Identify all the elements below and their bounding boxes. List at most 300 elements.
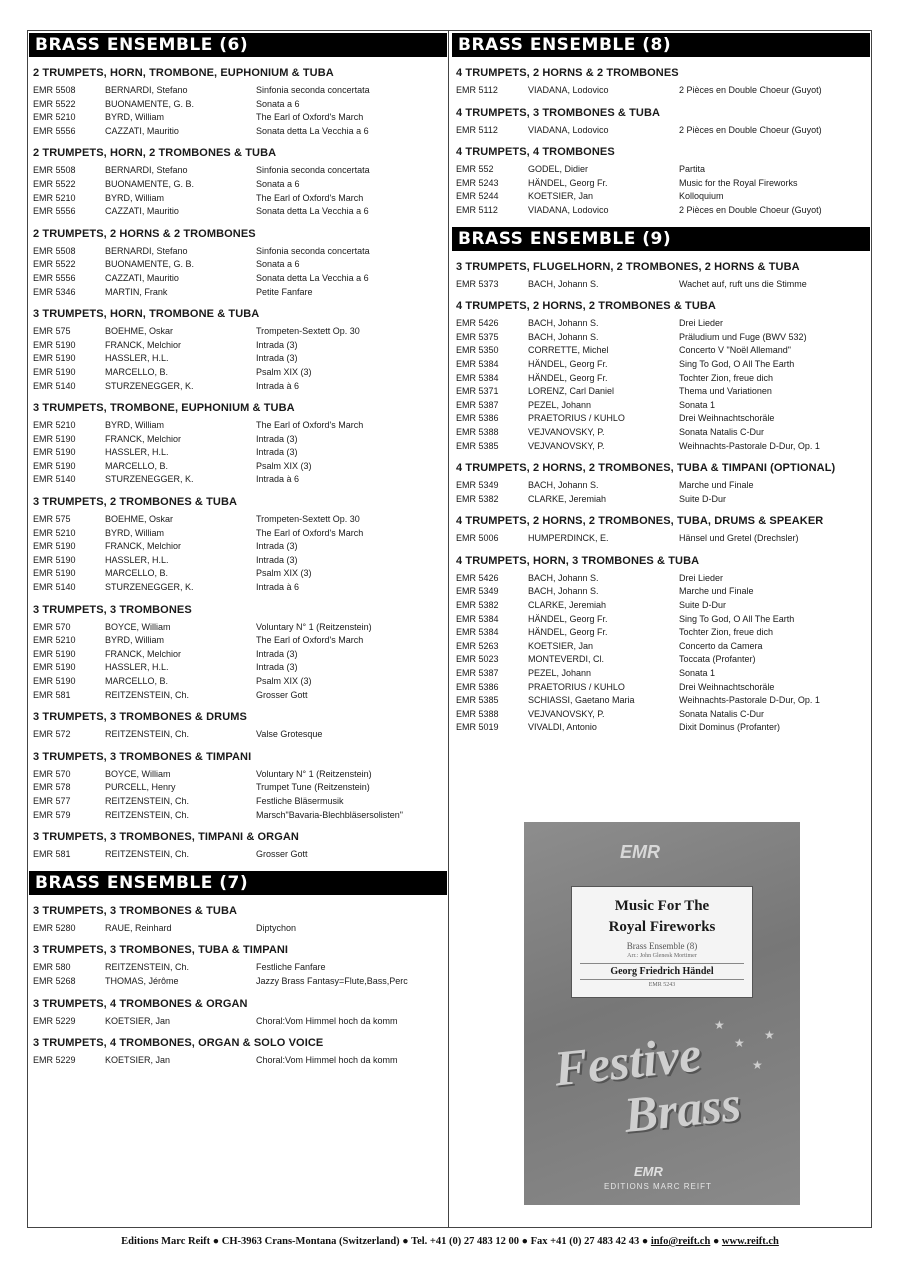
- work-title: Tochter Zion, freue dich: [679, 627, 774, 638]
- star-icon: ★: [752, 1058, 763, 1072]
- catalog-row: [452, 204, 870, 218]
- catalog-row: [452, 585, 870, 599]
- catalog-number: EMR 5508: [33, 245, 76, 256]
- catalog-number: EMR 5350: [456, 345, 499, 356]
- catalog-row: [29, 205, 447, 219]
- catalog-number: EMR 5375: [456, 331, 499, 342]
- work-title: Präludium und Fuge (BWV 532): [679, 331, 807, 342]
- catalog-number: EMR 5556: [33, 272, 76, 283]
- instrumentation-section: [29, 751, 447, 822]
- emr-logo-top: EMR: [620, 842, 660, 862]
- composer-name: MARCELLO, B.: [105, 568, 169, 579]
- work-title: 2 Pièces en Double Choeur (Guyot): [679, 85, 822, 95]
- catalog-number: EMR 5522: [33, 259, 76, 270]
- catalog-number: EMR 5190: [33, 676, 76, 686]
- catalog-number: EMR 5346: [33, 286, 76, 297]
- catalog-number: EMR 5229: [33, 1015, 76, 1026]
- cover-title-line2: Royal Fireworks: [608, 919, 716, 935]
- work-title: Petite Fanfare: [256, 286, 313, 297]
- catalog-number: EMR 5386: [456, 413, 499, 424]
- catalog-number: EMR 5190: [33, 662, 76, 673]
- instrumentation-section: [29, 944, 447, 988]
- section-banner: BRASS ENSEMBLE (7): [29, 871, 447, 895]
- composer-name: PEZEL, Johann: [528, 668, 592, 679]
- composer-name: BYRD, William: [105, 527, 165, 538]
- work-title: Thema und Variationen: [679, 386, 772, 397]
- section-banner: BRASS ENSEMBLE (9): [452, 227, 870, 251]
- instrumentation-title: 3 TRUMPETS, 3 TROMBONES: [33, 603, 192, 616]
- composer-name: SCHIASSI, Gaetano Maria: [528, 695, 635, 706]
- catalog-row: [452, 372, 870, 386]
- instrumentation-title: 2 TRUMPETS, 2 HORNS & 2 TROMBONES: [33, 227, 256, 240]
- composer-name: BACH, Johann S.: [528, 318, 599, 329]
- catalog-number: EMR 5556: [33, 125, 76, 136]
- catalog-number: EMR 5556: [33, 206, 76, 217]
- work-title: Intrada (3): [256, 662, 298, 673]
- instrumentation-section: [29, 711, 447, 742]
- catalog-row: [29, 366, 447, 380]
- work-title: Drei Lieder: [679, 318, 724, 329]
- catalog-row: [452, 331, 870, 345]
- catalog-row: [452, 278, 870, 292]
- instrumentation-title: 3 TRUMPETS, 2 TROMBONES & TUBA: [33, 496, 238, 509]
- catalog-row: [29, 675, 447, 689]
- composer-name: BACH, Johann S.: [528, 480, 599, 491]
- work-title: Sonata a 6: [256, 178, 300, 189]
- work-title: Sinfonia seconda concertata: [256, 85, 370, 95]
- work-title: Dixit Dominus (Profanter): [679, 722, 781, 733]
- catalog-number: EMR 5190: [33, 568, 76, 579]
- catalog-row: [29, 325, 447, 339]
- composer-name: STURZENEGGER, K.: [105, 380, 194, 391]
- section-banner: BRASS ENSEMBLE (8): [452, 33, 870, 57]
- catalog-number: EMR 570: [33, 621, 71, 632]
- catalog-number: EMR 5210: [33, 635, 76, 646]
- composer-name: PURCELL, Henry: [105, 782, 176, 793]
- catalog-number: EMR 5244: [456, 191, 499, 202]
- catalog-row: [452, 84, 870, 98]
- composer-name: VEJVANOVSKY, P.: [528, 426, 605, 437]
- work-title: Drei Weihnachtschoräle: [679, 413, 775, 424]
- left-column: [29, 33, 447, 1077]
- catalog-row: [452, 626, 870, 640]
- composer-name: FRANCK, Melchior: [105, 648, 182, 659]
- composer-name: BOYCE, William: [105, 621, 171, 632]
- catalog-row: [452, 317, 870, 331]
- composer-name: PRAETORIUS / KUHLO: [528, 681, 625, 692]
- catalog-number: EMR 5019: [456, 722, 499, 733]
- catalog-number: EMR 5210: [33, 192, 76, 203]
- catalog-row: [452, 681, 870, 695]
- catalog-number: EMR 5508: [33, 165, 76, 176]
- work-title: The Earl of Oxford's March: [256, 420, 364, 431]
- work-title: Intrada (3): [256, 541, 298, 552]
- work-title: Trumpet Tune (Reitzenstein): [256, 782, 370, 793]
- catalog-number: EMR 5190: [33, 339, 76, 350]
- work-title: Sonata detta La Vecchia a 6: [256, 206, 369, 217]
- composer-name: REITZENSTEIN, Ch.: [105, 962, 190, 973]
- cover-catalog-number: EMR 5243: [648, 982, 676, 988]
- catalog-row: [452, 653, 870, 667]
- catalog-number: EMR 581: [33, 689, 71, 700]
- catalog-number: EMR 5384: [456, 627, 499, 638]
- work-title: Intrada à 6: [256, 380, 300, 391]
- composer-name: HÄNDEL, Georg Fr.: [528, 358, 608, 369]
- work-title: Intrada (3): [256, 433, 298, 444]
- catalog-row: [29, 380, 447, 394]
- catalog-number: EMR 5023: [456, 654, 499, 665]
- composer-name: VEJVANOVSKY, P.: [528, 708, 605, 719]
- work-title: Weihnachts-Pastorale D-Dur, Op. 1: [679, 440, 820, 451]
- catalog-row: [29, 245, 447, 259]
- instrumentation-section: [29, 604, 447, 703]
- work-title: Intrada à 6: [256, 474, 300, 485]
- work-title: 2 Pièces en Double Choeur (Guyot): [679, 124, 822, 135]
- catalog-number: EMR 5190: [33, 433, 76, 444]
- composer-name: HUMPERDINCK, E.: [528, 533, 609, 544]
- work-title: Partita: [679, 164, 706, 175]
- catalog-row: [29, 634, 447, 648]
- catalog-row: [29, 192, 447, 206]
- instrumentation-title: 3 TRUMPETS, 3 TROMBONES & DRUMS: [33, 711, 247, 724]
- work-title: Toccata (Profanter): [679, 654, 756, 665]
- footer-contact: Editions Marc Reift ● CH-3963 Crans-Montana (Switzerland) ● Tel. +41 (0) 27 483 12 00 ● Fax +41 (0) 27 483 42 43 ●: [121, 1236, 651, 1247]
- catalog-row: [29, 446, 447, 460]
- composer-name: VIADANA, Lodovico: [528, 85, 609, 95]
- catalog-row: [29, 728, 447, 742]
- work-title: Marche und Finale: [679, 586, 754, 597]
- work-title: Sing To God, O All The Earth: [679, 613, 795, 624]
- composer-name: FRANCK, Melchior: [105, 541, 182, 552]
- catalog-number: EMR 5382: [456, 600, 499, 611]
- composer-name: BERNARDI, Stefano: [105, 165, 188, 176]
- composer-name: CLARKE, Jeremiah: [528, 493, 607, 504]
- catalog-row: [29, 1054, 447, 1068]
- catalog-number: EMR 5349: [456, 586, 499, 597]
- catalog-row: [29, 768, 447, 782]
- catalog-row: [29, 689, 447, 703]
- work-title: Sonata a 6: [256, 259, 300, 270]
- catalog-number: EMR 5426: [456, 572, 499, 583]
- catalog-row: [452, 572, 870, 586]
- composer-name: HASSLER, H.L.: [105, 353, 169, 364]
- catalog-row: [29, 648, 447, 662]
- work-title: Sinfonia seconda concertata: [256, 245, 370, 256]
- catalog-number: EMR 5508: [33, 85, 76, 95]
- instrumentation-title: 3 TRUMPETS, FLUGELHORN, 2 TROMBONES, 2 HORNS & TUBA: [456, 260, 800, 273]
- section-banner: BRASS ENSEMBLE (6): [29, 33, 447, 57]
- catalog-row: [29, 111, 447, 125]
- catalog-number: EMR 5349: [456, 480, 499, 491]
- composer-name: VEJVANOVSKY, P.: [528, 440, 605, 451]
- catalog-number: EMR 5112: [456, 204, 498, 215]
- composer-name: FRANCK, Melchior: [105, 339, 182, 350]
- catalog-row: [452, 479, 870, 493]
- catalog-number: EMR 5112: [456, 124, 498, 135]
- work-title: Intrada (3): [256, 554, 298, 565]
- catalog-number: EMR 5384: [456, 613, 499, 624]
- catalog-row: [29, 339, 447, 353]
- instrumentation-section: [452, 300, 870, 453]
- catalog-row: [29, 258, 447, 272]
- composer-name: BOYCE, William: [105, 768, 171, 779]
- instrumentation-section: [452, 555, 870, 735]
- work-title: Psalm XIX (3): [256, 460, 312, 471]
- composer-name: HASSLER, H.L.: [105, 662, 169, 673]
- instrumentation-section: [29, 147, 447, 218]
- instrumentation-section: [29, 905, 447, 936]
- composer-name: VIVALDI, Antonio: [528, 722, 597, 733]
- instrumentation-section: [29, 228, 447, 299]
- catalog-number: EMR 5210: [33, 420, 76, 431]
- catalog-row: [452, 493, 870, 507]
- cover-festive-word: Festive: [551, 1025, 704, 1097]
- footer-web-link[interactable]: www.reift.ch: [721, 1236, 779, 1247]
- catalog-row: [452, 694, 870, 708]
- work-title: Intrada à 6: [256, 582, 300, 593]
- work-title: Trompeten-Sextett Op. 30: [256, 326, 360, 337]
- cover-image: [524, 822, 800, 1205]
- catalog-row: [452, 532, 870, 546]
- composer-name: LORENZ, Carl Daniel: [528, 386, 615, 397]
- catalog-row: [29, 661, 447, 675]
- composer-name: MARCELLO, B.: [105, 460, 169, 471]
- catalog-number: EMR 5112: [456, 85, 498, 95]
- catalog-number: EMR 5190: [33, 353, 76, 364]
- work-title: Diptychon: [256, 922, 297, 933]
- work-title: The Earl of Oxford's March: [256, 192, 364, 203]
- composer-name: HASSLER, H.L.: [105, 447, 169, 458]
- catalog-row: [29, 848, 447, 862]
- catalog-number: EMR 580: [33, 962, 71, 973]
- footer-email-link[interactable]: info@reift.ch: [650, 1236, 711, 1247]
- work-title: Concerto da Camera: [679, 640, 763, 651]
- instrumentation-title: 4 TRUMPETS, 2 HORNS, 2 TROMBONES, TUBA, DRUMS & SPEAKER: [456, 515, 824, 528]
- work-title: Marche und Finale: [679, 480, 754, 491]
- work-title: Intrada (3): [256, 447, 298, 458]
- instrumentation-section: [29, 308, 447, 393]
- catalog-number: EMR 578: [33, 782, 71, 793]
- composer-name: BERNARDI, Stefano: [105, 245, 188, 256]
- work-title: Hänsel und Gretel (Drechsler): [679, 533, 799, 544]
- instrumentation-section: [29, 998, 447, 1029]
- composer-name: BYRD, William: [105, 112, 165, 123]
- work-title: Intrada (3): [256, 648, 298, 659]
- catalog-row: [452, 190, 870, 204]
- work-title: Voluntary N° 1 (Reitzenstein): [256, 621, 372, 632]
- catalog-row: [29, 164, 447, 178]
- composer-name: PEZEL, Johann: [528, 399, 592, 410]
- work-title: Tochter Zion, freue dich: [679, 372, 774, 383]
- composer-name: BOEHME, Oskar: [105, 514, 174, 525]
- cover-title-line1: Music For The: [614, 898, 710, 914]
- work-title: Trompeten-Sextett Op. 30: [256, 514, 360, 525]
- work-title: Sonata detta La Vecchia a 6: [256, 125, 369, 136]
- catalog-row: [452, 358, 870, 372]
- instrumentation-title: 3 TRUMPETS, TROMBONE, EUPHONIUM & TUBA: [33, 402, 295, 415]
- catalog-number: EMR 5229: [33, 1055, 76, 1066]
- footer: [0, 1236, 900, 1247]
- catalog-number: EMR 5280: [33, 922, 76, 933]
- instrumentation-title: 4 TRUMPETS, HORN, 3 TROMBONES & TUBA: [456, 554, 700, 567]
- catalog-row: [452, 177, 870, 191]
- emr-logo-bottom: EMR: [634, 1164, 663, 1179]
- work-title: Voluntary N° 1 (Reitzenstein): [256, 768, 372, 779]
- work-title: Sonata a 6: [256, 98, 300, 109]
- catalog-number: EMR 5190: [33, 366, 76, 377]
- composer-name: BACH, Johann S.: [528, 331, 599, 342]
- instrumentation-title: 3 TRUMPETS, 3 TROMBONES, TUBA & TIMPANI: [33, 944, 289, 957]
- composer-name: STURZENEGGER, K.: [105, 474, 194, 485]
- composer-name: BUONAMENTE, G. B.: [105, 259, 195, 270]
- catalog-row: [29, 125, 447, 139]
- work-title: Kolloquium: [679, 191, 724, 202]
- instrumentation-title: 2 TRUMPETS, HORN, 2 TROMBONES & TUBA: [33, 147, 277, 160]
- catalog-number: EMR 5384: [456, 372, 499, 383]
- work-title: Psalm XIX (3): [256, 676, 312, 686]
- work-title: Marsch"Bavaria-Blechbläsersolisten": [256, 809, 403, 820]
- cover-subtitle: Brass Ensemble (8): [626, 941, 698, 951]
- composer-name: KOETSIER, Jan: [528, 640, 594, 651]
- composer-name: BYRD, William: [105, 192, 165, 203]
- work-title: Weihnachts-Pastorale D-Dur, Op. 1: [679, 695, 820, 706]
- work-title: Jazzy Brass Fantasy=Flute,Bass,Perc: [256, 975, 408, 986]
- composer-name: MARCELLO, B.: [105, 676, 169, 686]
- composer-name: KOETSIER, Jan: [105, 1055, 171, 1066]
- catalog-row: [452, 667, 870, 681]
- work-title: Wachet auf, ruft uns die Stimme: [679, 278, 807, 289]
- composer-name: BACH, Johann S.: [528, 572, 599, 583]
- star-icon: ★: [714, 1018, 725, 1032]
- instrumentation-title: 3 TRUMPETS, 4 TROMBONES, ORGAN & SOLO VOICE: [33, 1037, 324, 1050]
- composer-name: REITZENSTEIN, Ch.: [105, 729, 190, 740]
- composer-name: CAZZATI, Mauritio: [105, 272, 179, 283]
- work-title: The Earl of Oxford's March: [256, 112, 364, 123]
- catalog-number: EMR 5522: [33, 178, 76, 189]
- composer-name: REITZENSTEIN, Ch.: [105, 795, 190, 806]
- catalog-row: [29, 460, 447, 474]
- instrumentation-title: 3 TRUMPETS, HORN, TROMBONE & TUBA: [33, 308, 260, 321]
- work-title: Drei Weihnachtschoräle: [679, 681, 775, 692]
- catalog-number: EMR 5006: [456, 533, 499, 544]
- catalog-row: [29, 540, 447, 554]
- composer-name: BACH, Johann S.: [528, 278, 599, 289]
- instrumentation-title: 3 TRUMPETS, 3 TROMBONES, TIMPANI & ORGAN: [33, 831, 299, 844]
- work-title: Grosser Gott: [256, 689, 308, 700]
- catalog-number: EMR 575: [33, 514, 71, 525]
- catalog-number: EMR 5385: [456, 440, 499, 451]
- composer-name: BERNARDI, Stefano: [105, 85, 188, 95]
- catalog-row: [29, 527, 447, 541]
- catalog-number: EMR 5263: [456, 640, 499, 651]
- catalog-number: EMR 575: [33, 326, 71, 337]
- catalog-number: EMR 5190: [33, 541, 76, 552]
- cover-brass-word: Brass: [621, 1075, 744, 1143]
- catalog-row: [29, 178, 447, 192]
- work-title: Sing To God, O All The Earth: [679, 358, 795, 369]
- catalog-number: EMR 5387: [456, 399, 499, 410]
- composer-name: VIADANA, Lodovico: [528, 204, 609, 215]
- catalog-row: [452, 440, 870, 454]
- instrumentation-section: [452, 107, 870, 138]
- work-title: Sonata 1: [679, 668, 716, 679]
- composer-name: RAUE, Reinhard: [105, 922, 172, 933]
- catalog-number: EMR 570: [33, 768, 71, 779]
- composer-name: MARCELLO, B.: [105, 366, 169, 377]
- footer-separator: ●: [710, 1236, 722, 1247]
- composer-name: BACH, Johann S.: [528, 586, 599, 597]
- catalog-row: [29, 352, 447, 366]
- catalog-row: [452, 613, 870, 627]
- instrumentation-section: [452, 462, 870, 506]
- work-title: The Earl of Oxford's March: [256, 635, 364, 646]
- instrumentation-title: 3 TRUMPETS, 4 TROMBONES & ORGAN: [33, 997, 248, 1010]
- catalog-number: EMR 5388: [456, 708, 499, 719]
- column-divider: [448, 30, 449, 1228]
- work-title: Festliche Bläsermusik: [256, 795, 344, 806]
- composer-name: HÄNDEL, Georg Fr.: [528, 613, 608, 624]
- catalog-row: [29, 272, 447, 286]
- work-title: Choral:Vom Himmel hoch da komm: [256, 1055, 398, 1066]
- catalog-row: [452, 385, 870, 399]
- catalog-number: EMR 581: [33, 849, 71, 860]
- composer-name: BUONAMENTE, G. B.: [105, 98, 195, 109]
- catalog-row: [452, 399, 870, 413]
- catalog-row: [452, 426, 870, 440]
- catalog-row: [452, 124, 870, 138]
- composer-name: HÄNDEL, Georg Fr.: [528, 627, 608, 638]
- catalog-row: [452, 640, 870, 654]
- work-title: Sonata Natalis C-Dur: [679, 708, 765, 719]
- catalog-number: EMR 5140: [33, 474, 76, 485]
- work-title: Intrada (3): [256, 339, 298, 350]
- catalog-number: EMR 5190: [33, 447, 76, 458]
- catalog-number: EMR 5190: [33, 554, 76, 565]
- instrumentation-title: 4 TRUMPETS, 2 HORNS, 2 TROMBONES & TUBA: [456, 300, 716, 313]
- instrumentation-title: 3 TRUMPETS, 3 TROMBONES & TIMPANI: [33, 750, 252, 763]
- composer-name: CAZZATI, Mauritio: [105, 125, 179, 136]
- work-title: Concerto V "Noël Allemand": [679, 345, 791, 356]
- composer-name: HASSLER, H.L.: [105, 554, 169, 565]
- work-title: Choral:Vom Himmel hoch da komm: [256, 1015, 398, 1026]
- work-title: Sinfonia seconda concertata: [256, 165, 370, 176]
- composer-name: FRANCK, Melchior: [105, 433, 182, 444]
- catalog-row: [29, 795, 447, 809]
- composer-name: CORRETTE, Michel: [528, 345, 609, 356]
- catalog-row: [29, 975, 447, 989]
- instrumentation-section: [452, 67, 870, 98]
- catalog-number: EMR 577: [33, 795, 71, 806]
- catalog-row: [29, 621, 447, 635]
- catalog-row: [452, 708, 870, 722]
- instrumentation-section: [452, 146, 870, 217]
- composer-name: BUONAMENTE, G. B.: [105, 178, 195, 189]
- instrumentation-title: 2 TRUMPETS, HORN, TROMBONE, EUPHONIUM & TUBA: [33, 67, 334, 79]
- catalog-number: EMR 572: [33, 729, 71, 740]
- catalog-row: [29, 419, 447, 433]
- instrumentation-section: [29, 1037, 447, 1068]
- composer-name: KOETSIER, Jan: [105, 1015, 171, 1026]
- catalog-number: EMR 5373: [456, 278, 499, 289]
- catalog-number: EMR 5210: [33, 112, 76, 123]
- catalog-row: [29, 286, 447, 300]
- catalog-row: [452, 599, 870, 613]
- composer-name: BYRD, William: [105, 420, 165, 431]
- instrumentation-title: 4 TRUMPETS, 2 HORNS & 2 TROMBONES: [456, 67, 679, 79]
- work-title: Valse Grotesque: [256, 729, 323, 740]
- work-title: Sonata Natalis C-Dur: [679, 426, 765, 437]
- catalog-row: [29, 809, 447, 823]
